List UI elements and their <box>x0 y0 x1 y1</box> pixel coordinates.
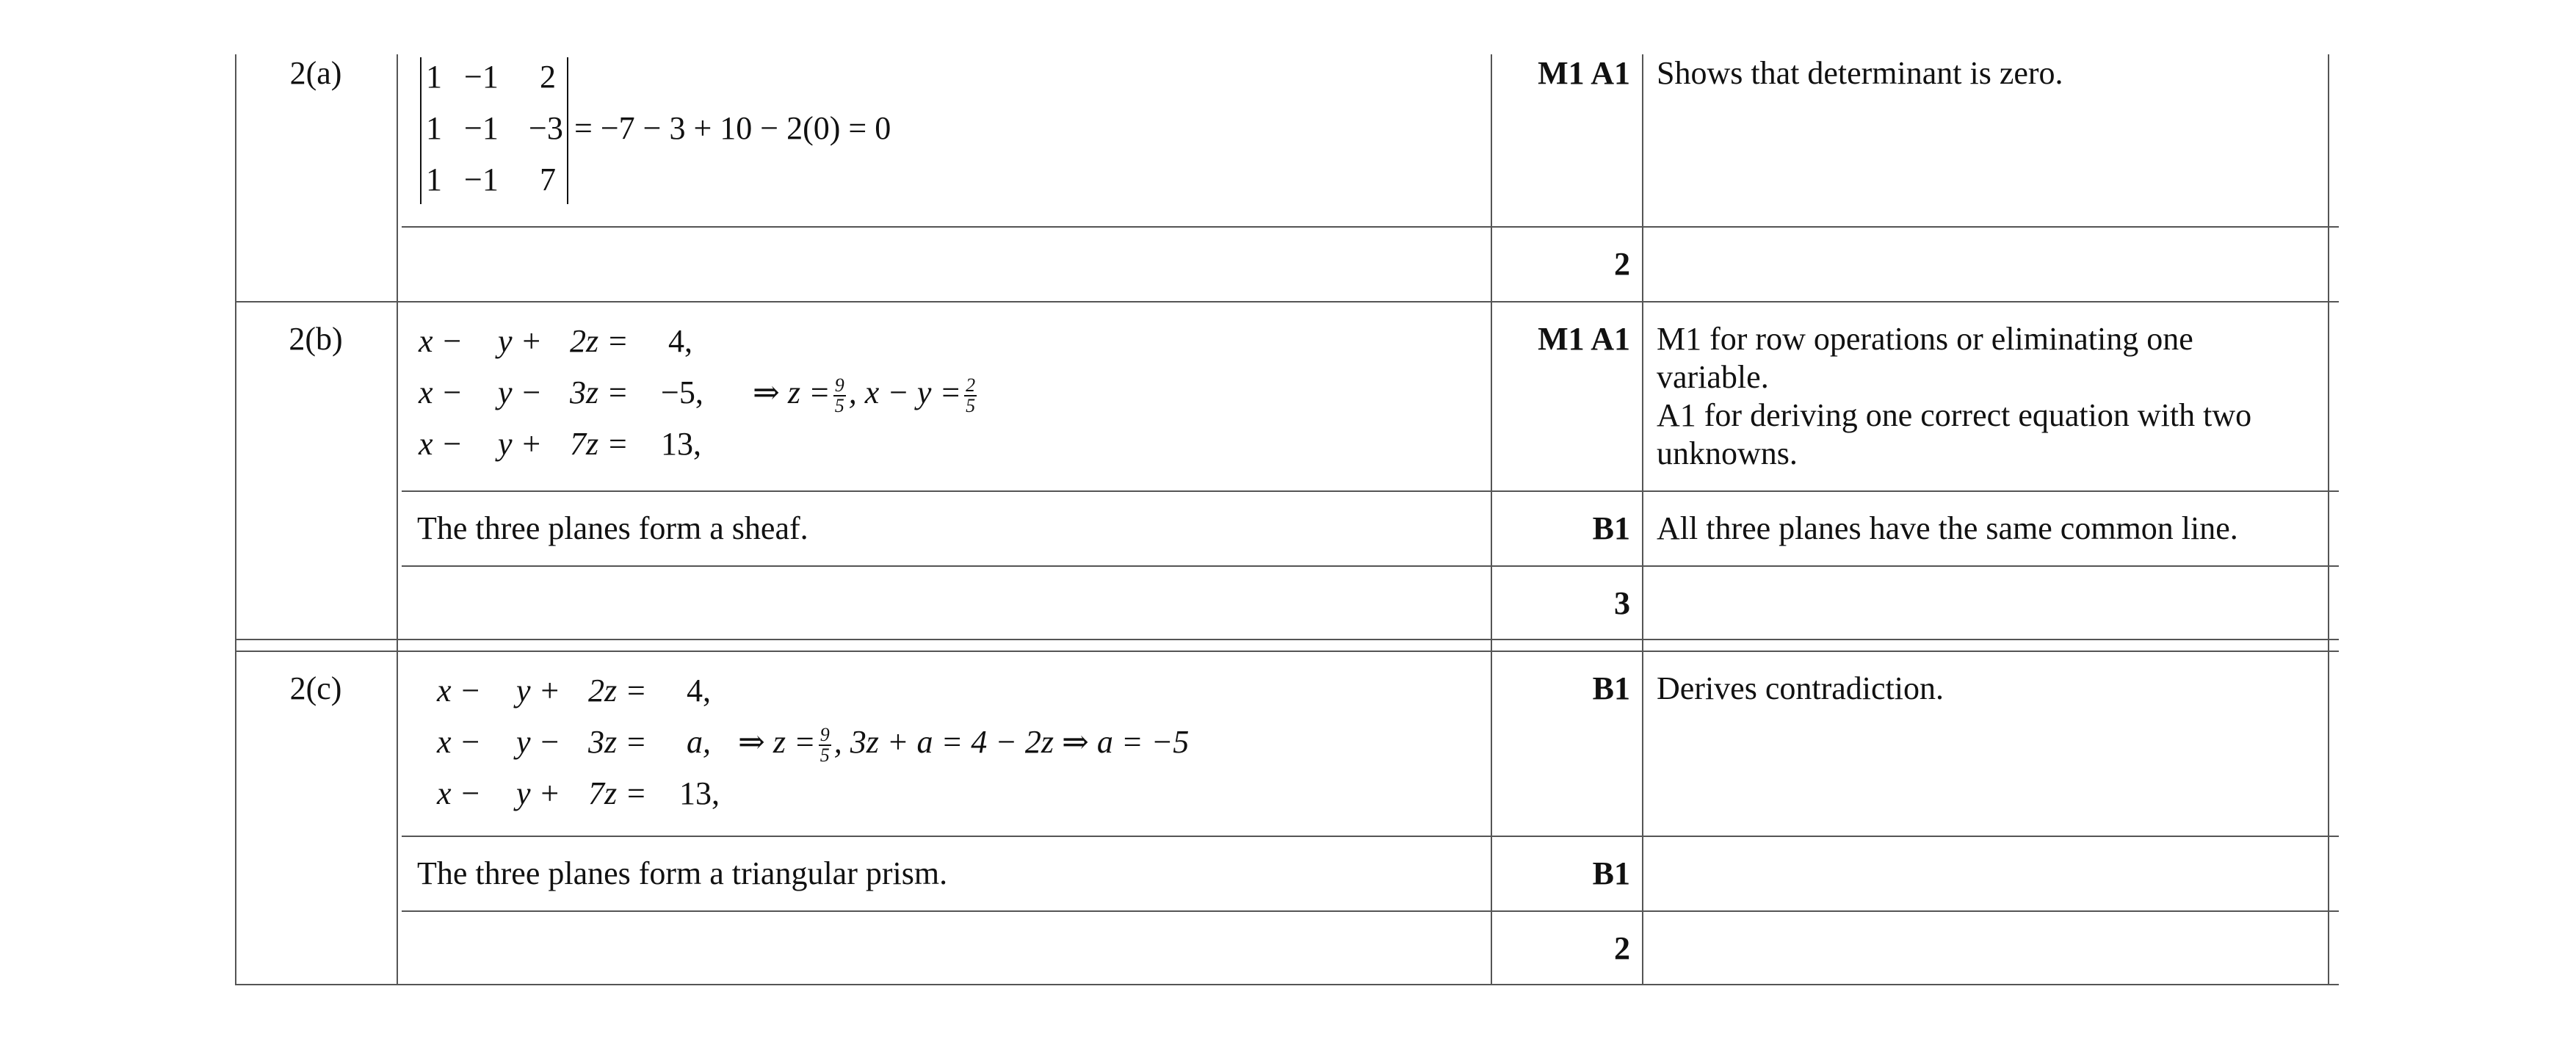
answer-statement: The three planes form a triangular prism. <box>417 855 948 891</box>
denominator: 5 <box>820 744 830 766</box>
numerator: 2 <box>966 374 976 396</box>
numerator: 9 <box>820 723 830 745</box>
det-entry: −1 <box>464 162 499 198</box>
equation-system <box>437 665 1480 819</box>
eq-term: y − <box>498 374 543 410</box>
eq-term: x − <box>437 775 482 811</box>
det-entry: 7 <box>540 162 556 198</box>
total-marks: 2 <box>1614 246 1630 282</box>
answer-statement: The three planes form a sheaf. <box>417 510 808 546</box>
implies-text: ⇒ z = <box>738 724 816 760</box>
det-entry: 1 <box>426 162 442 198</box>
implication <box>753 367 980 419</box>
question-label: 2(b) <box>289 321 343 357</box>
denominator: 5 <box>834 394 844 416</box>
grid-line <box>235 54 236 985</box>
eq-rhs: 4, <box>687 673 711 709</box>
question-label: 2(c) <box>289 670 342 706</box>
mark-cell: M1 A1 <box>1538 321 1630 357</box>
note-line: A1 for deriving one correct equation with two <box>1657 397 2252 433</box>
mark-cell: M1 A1 <box>1538 55 1630 91</box>
guidance-note: Shows that determinant is zero. <box>1657 55 2063 91</box>
eq-term: 2z = <box>588 673 647 709</box>
grid-line <box>402 226 2339 228</box>
grid-line <box>402 490 2339 492</box>
grid-line <box>402 836 2339 837</box>
fraction <box>964 376 977 416</box>
equation-system <box>419 316 1476 470</box>
eq-rhs: a, <box>687 724 711 760</box>
grid-line <box>235 651 2339 652</box>
grid-line <box>397 54 398 985</box>
eq-rhs: 13, <box>661 426 701 462</box>
denominator: 5 <box>966 394 976 416</box>
note-line: unknowns. <box>1657 435 1798 471</box>
eq-term: 3z = <box>570 374 629 410</box>
det-result: = −7 − 3 + 10 − 2(0) = 0 <box>574 110 891 146</box>
grid-line <box>2328 54 2329 985</box>
grid-line <box>402 565 2339 567</box>
eq-term: y + <box>516 673 561 709</box>
total-marks: 2 <box>1614 930 1630 966</box>
det-entry: 1 <box>426 110 442 146</box>
eq-term: y − <box>516 724 561 760</box>
grid-line <box>402 910 2339 912</box>
eq-term: 3z = <box>588 724 647 760</box>
eq-term: 7z = <box>588 775 647 811</box>
grid-line <box>235 984 2339 985</box>
eq-term: y + <box>498 426 543 462</box>
mark-cell: B1 <box>1592 510 1630 546</box>
eq-term: y + <box>498 323 543 359</box>
implies-text: , x − y = <box>848 374 962 410</box>
eq-rhs: 13, <box>679 775 720 811</box>
mark-cell: B1 <box>1592 670 1630 706</box>
determinant-working <box>411 51 1469 206</box>
guidance-note <box>1657 320 2318 473</box>
eq-term: y + <box>516 775 561 811</box>
eq-rhs: −5, <box>661 374 703 410</box>
note-line: M1 for row operations or eliminating one <box>1657 321 2193 357</box>
eq-term: x − <box>437 724 482 760</box>
implies-text: , 3z + a = 4 − 2z ⇒ a = −5 <box>833 724 1190 760</box>
det-entry: −1 <box>464 59 499 95</box>
grid-line <box>1491 54 1492 985</box>
det-entry: 1 <box>426 59 442 95</box>
det-entry: 2 <box>540 59 556 95</box>
total-marks: 3 <box>1614 585 1630 621</box>
eq-term: x − <box>437 673 482 709</box>
det-entry: −1 <box>464 110 499 146</box>
grid-line <box>235 301 2339 302</box>
eq-term: 2z = <box>570 323 629 359</box>
eq-term: x − <box>419 426 463 462</box>
note-line: variable. <box>1657 359 1769 395</box>
fraction <box>819 725 831 765</box>
implies-text: ⇒ z = <box>753 374 831 410</box>
mark-cell: B1 <box>1592 855 1630 891</box>
grid-line <box>1642 54 1643 985</box>
grid-line <box>235 639 2339 640</box>
eq-term: x − <box>419 323 463 359</box>
guidance-note: All three planes have the same common line. <box>1657 510 2238 546</box>
eq-rhs: 4, <box>668 323 692 359</box>
fraction <box>833 376 846 416</box>
implication <box>738 717 1189 768</box>
det-entry: −3 <box>529 110 563 146</box>
question-label: 2(a) <box>289 55 342 91</box>
guidance-note: Derives contradiction. <box>1657 670 1944 706</box>
numerator: 9 <box>834 374 844 396</box>
eq-term: 7z = <box>570 426 629 462</box>
eq-term: x − <box>419 374 463 410</box>
